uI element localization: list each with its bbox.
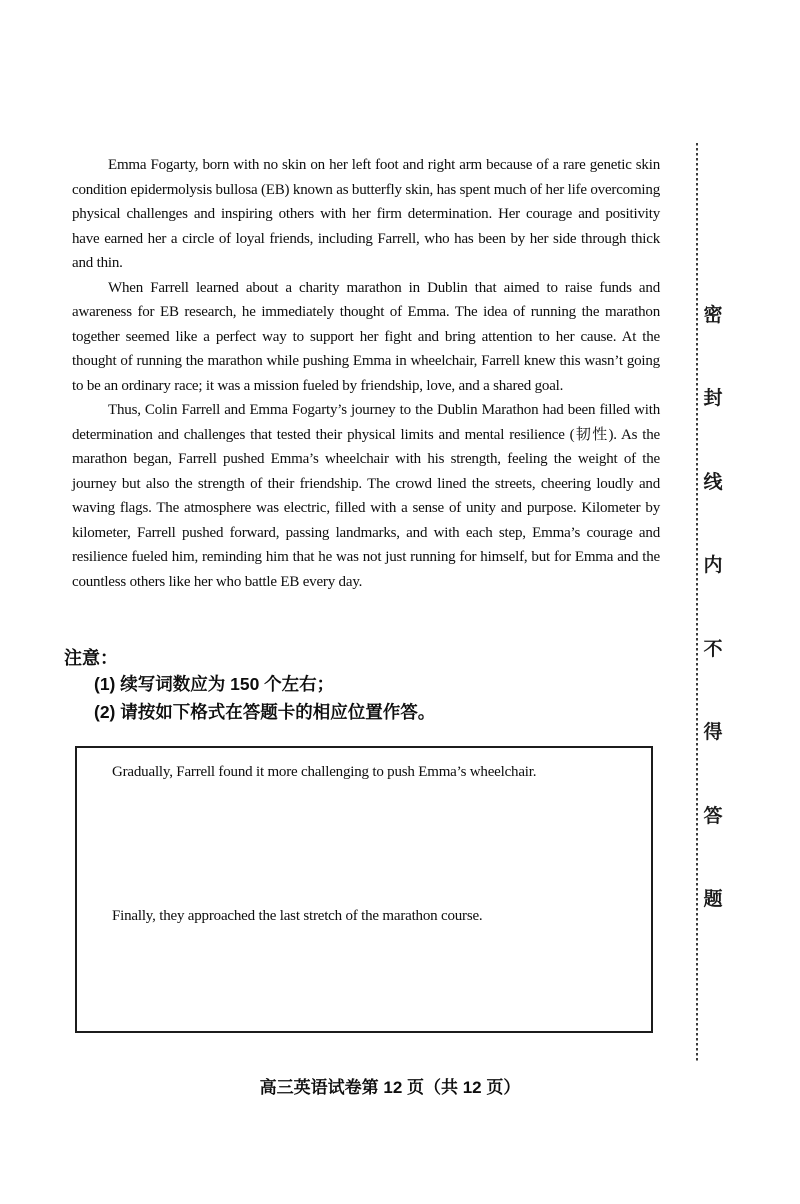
seal-character: 密 [703, 305, 723, 326]
seal-dotted-line [696, 143, 698, 1062]
passage-paragraph-3: Thus, Colin Farrell and Emma Fogarty’s journey to the Dublin Marathon had been filled with determination and challenges that tested their physical limits and mental resilience (韧性). As the marathon began, Farrell pushed Emma’s wheelchair with his strength, feeling the weight of the journey but also the strength of their friendship. The crowd lined the streets, cheering loudly and waving flags. The atmosphere was electric, filled with a sense of unity and purpose. Kilometer by kilometer, Farrell pushed forward, passing landmarks, and with each step, Emma’s courage and resilience fueled him, reminding him that he was not just running for himself, but for Emma and the countless others like her who battle EB every day. [72, 402, 660, 590]
answer-box-second-sentence: Finally, they approached the last stretch of the marathon course. [112, 908, 483, 924]
reading-passage [72, 153, 660, 594]
seal-character: 得 [703, 722, 723, 744]
page-footer: 高三英语试卷第 12 页（共 12 页） [259, 1078, 521, 1097]
seal-character: 内 [703, 555, 723, 577]
seal-character: 封 [703, 388, 723, 410]
seal-character: 答 [703, 805, 723, 827]
answer-box [75, 746, 653, 1033]
seal-character: 题 [703, 888, 723, 910]
note-item: (2) 请按如下格式在答题卡的相应位置作答。 [94, 701, 436, 722]
notes-heading: 注意： [64, 648, 118, 668]
seal-character: 线 [703, 471, 723, 493]
passage-paragraph-1: Emma Fogarty, born with no skin on her left foot and right arm because of a rare genetic skin condition epidermolysis bullosa (EB) known as butterfly skin, has spent much of her life overcoming physical challenges and inspiring others with her firm determination. Her courage and positivity have earned her a circle of loyal friends, including Farrell, who has been by her side through thick and thin. [72, 157, 661, 271]
seal-vertical-text [702, 306, 724, 910]
passage-paragraph-2: When Farrell learned about a charity marathon in Dublin that aimed to raise funds and awareness for EB research, he immediately thought of Emma. The idea of running the marathon together seemed like a perfect way to support her fight and bring attention to her cause. At the thought of running the marathon while pushing Emma in wheelchair, Farrell knew this wasn’t going to be an ordinary race; it was a mission fueled by friendship, love, and a shared goal. [72, 279, 660, 394]
notes-section [64, 645, 664, 726]
note-item: (1) 续写词数应为 150 个左右； [94, 674, 335, 694]
seal-character: 不 [703, 638, 723, 660]
answer-box-opening-sentence: Gradually, Farrell found it more challenging to push Emma’s wheelchair. [112, 764, 537, 780]
notes-list [64, 671, 664, 726]
